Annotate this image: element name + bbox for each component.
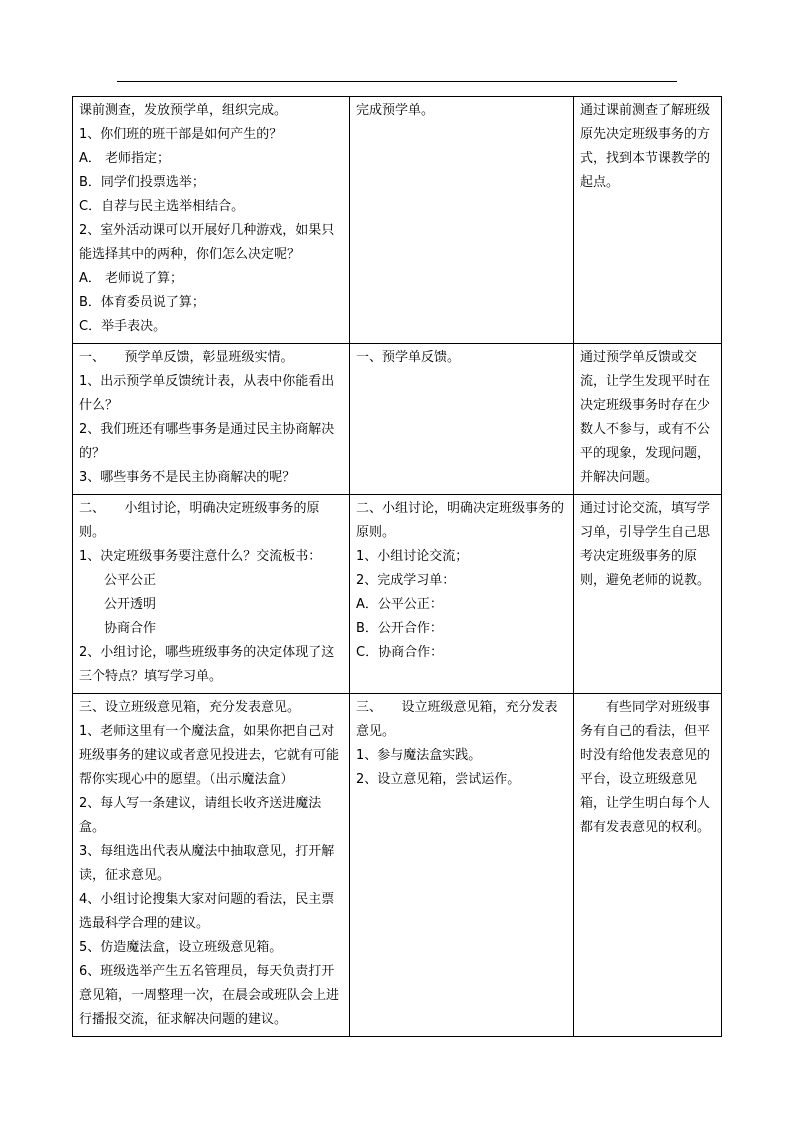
text-line: 2、我们班还有哪些事务是通过民主协商解决的？ [79,422,335,461]
text-line: 1、老师这里有一个魔法盒，如果你把自己对班级事务的建议或者意见投进去，它就有可能帮你实现心中的愿望。（出示魔法盒） [79,724,340,787]
text-line: 6、班级选举产生五名管理员，每天负责打开意见箱，一周整理一次，在晨会或班队会上进行播报交流，征求解决问题的建议。 [79,964,340,1027]
table-row [73,694,722,1037]
student-activity-cell [350,495,574,694]
student-activity-cell [350,344,574,495]
table-row [73,97,722,344]
text-line: A． 老师指定； [79,151,171,166]
text-line: 二、小组讨论，明确决定班级事务的原则。 [356,501,565,540]
teacher-activity-cell [73,694,350,1037]
text-line: 4、小组讨论搜集大家对问题的看法，民主票选最科学合理的建议。 [79,892,335,931]
teacher-activity-cell [73,344,350,495]
section-heading: 一、 预学单反馈，彰显班级实情。 [79,350,294,365]
text-line: 1、决定班级事务要注意什么？交流板书： [79,549,322,564]
header-rule [117,81,677,82]
text-line: 完成预学单。 [356,103,435,118]
text-line: C．自荐与民主选举相结合。 [79,199,245,214]
text-line: A． 老师说了算； [79,271,184,286]
text-line: 2、设立意见箱，尝试运作。 [356,772,521,787]
text-line: 1、出示预学单反馈统计表，从表中你能看出什么？ [79,374,335,413]
intent-text: 通过讨论交流，填写学习单，引导学生自己思考决定班级事务的原则，避免老师的说教。 [580,501,711,588]
text-line: 5、仿造魔法盒，设立班级意见箱。 [79,940,283,955]
intent-text: 有些同学对班级事务有自己的看法，但平时没有给他发表意见的平台，设立班级意见箱，让学生明白每个人都有发表意见的权利。 [580,700,711,835]
text-line: 2、室外活动课可以开展好几种游戏，如果只能选择其中的两种，你们怎么决定呢？ [79,223,335,262]
student-activity-cell [350,97,574,344]
board-item: 公平公正 [104,573,157,588]
text-line: 1、你们班的班干部是如何产生的？ [79,127,283,142]
section-heading: 二、 小组讨论，明确决定班级事务的原则。 [79,501,320,540]
text-line: B．体育委员说了算； [79,295,205,310]
intent-text: 通过预学单反馈或交流，让学生发现平时在决定班级事务时存在少数人不参与，或有不公平的现象，发现问题，并解决问题。 [580,350,711,485]
text-line: 2、每人写一条建议，请组长收齐送进魔法盒。 [79,796,322,835]
teacher-activity-cell [73,97,350,344]
lesson-plan-table [72,96,722,1037]
section-heading: 三、设立班级意见箱，充分发表意见。 [79,700,301,715]
text-line: 3、哪些事务不是民主协商解决的呢？ [79,470,296,485]
teacher-activity-cell [73,495,350,694]
design-intent-cell [574,344,722,495]
table-row [73,495,722,694]
text-line: 1、小组讨论交流； [356,549,469,564]
text-line: 一、预学单反馈。 [356,350,461,365]
text-line: 1、参与魔法盒实践。 [356,748,482,763]
board-item: 协商合作 [104,621,157,636]
text-line: C．举手表决。 [79,319,167,334]
text-line: 2、小组讨论，哪些班级事务的决定体现了这三个特点？填写学习单。 [79,645,335,684]
text-line: 课前测查，发放预学单，组织完成。 [79,103,288,118]
intent-text: 通过课前测查了解班级原先决定班级事务的方式，找到本节课教学的起点。 [580,103,711,190]
text-line: B．同学们投票选举； [79,175,205,190]
section-heading: 三、 设立班级意见箱，充分发表意见。 [356,700,558,739]
design-intent-cell [574,97,722,344]
design-intent-cell [574,495,722,694]
design-intent-cell [574,694,722,1037]
student-activity-cell [350,694,574,1037]
text-line: C．协商合作： [356,645,444,660]
text-line: 2、完成学习单： [356,573,456,588]
text-line: 3、每组选出代表从魔法中抽取意见，打开解读，征求意见。 [79,844,335,883]
table-row [73,344,722,495]
text-line: A．公平公正： [356,597,443,612]
board-item: 公开透明 [104,597,157,612]
text-line: B．公开合作： [356,621,443,636]
